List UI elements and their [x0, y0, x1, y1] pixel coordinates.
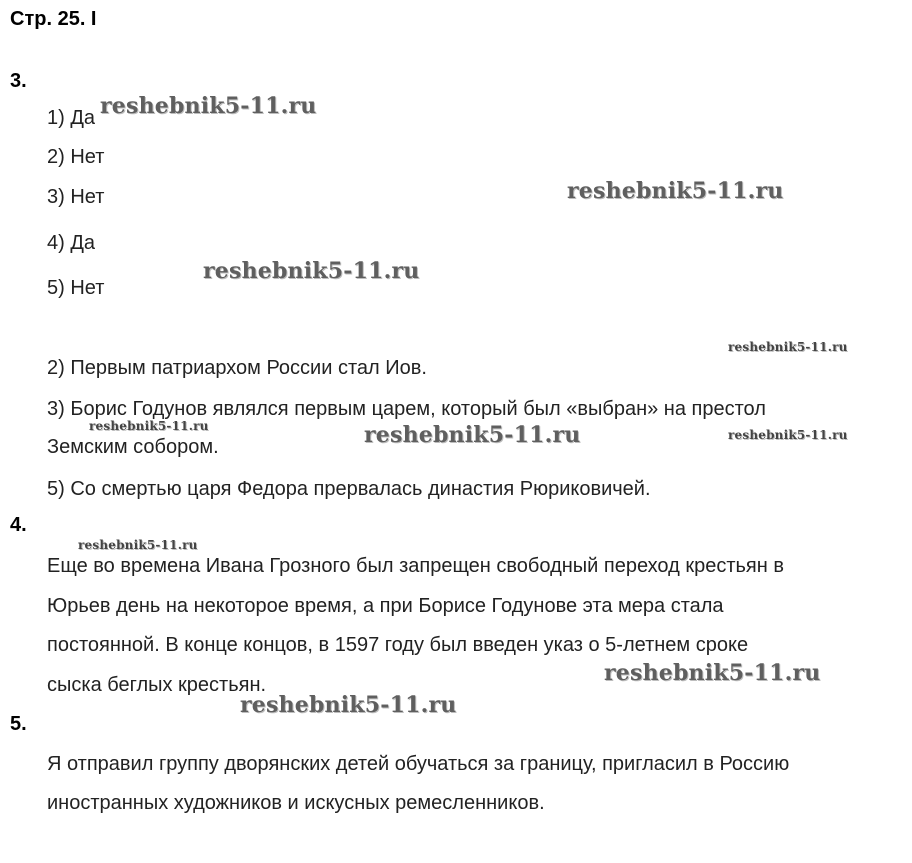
answer-4: 4) Да	[47, 232, 96, 254]
page-title: Стр. 25. I	[10, 8, 97, 30]
section-5-number: 5.	[10, 713, 27, 735]
section-4-line-4: сыска беглых крестьян.	[47, 674, 267, 696]
watermark: reshebnik5-11.ru	[89, 419, 209, 433]
answer-5: 5) Нет	[47, 277, 105, 299]
section-5-line-1: Я отправил группу дворянских детей обучаться за границу, пригласил в Россию	[47, 753, 790, 775]
watermark: reshebnik5-11.ru	[728, 428, 848, 442]
correction-3-continued: Земским собором.	[47, 436, 219, 458]
answer-2: 2) Нет	[47, 146, 105, 168]
correction-5: 5) Со смертью царя Федора прервалась династия Рюриковичей.	[47, 478, 651, 500]
section-4-line-3: постоянной. В конце концов, в 1597 году был введен указ о 5-летнем сроке	[47, 634, 749, 656]
watermark: reshebnik5-11.ru	[100, 93, 317, 119]
watermark: reshebnik5-11.ru	[364, 422, 581, 448]
correction-3: 3) Борис Годунов являлся первым царем, который был «выбран» на престол	[47, 398, 766, 420]
correction-2: 2) Первым патриархом России стал Иов.	[47, 357, 427, 379]
section-4-line-2: Юрьев день на некоторое время, а при Борисе Годунове эта мера стала	[47, 595, 724, 617]
answer-1: 1) Да	[47, 107, 96, 129]
section-4-line-1: Еще во времена Ивана Грозного был запрещен свободный переход крестьян в	[47, 555, 784, 577]
section-3-number: 3.	[10, 70, 27, 92]
answer-3: 3) Нет	[47, 186, 105, 208]
watermark: reshebnik5-11.ru	[240, 692, 457, 718]
watermark: reshebnik5-11.ru	[567, 178, 784, 204]
watermark: reshebnik5-11.ru	[604, 660, 821, 686]
watermark: reshebnik5-11.ru	[78, 538, 198, 552]
section-4-number: 4.	[10, 514, 27, 536]
section-5-line-2: иностранных художников и искусных ремесленников.	[47, 792, 545, 814]
watermark: reshebnik5-11.ru	[203, 258, 420, 284]
watermark: reshebnik5-11.ru	[728, 340, 848, 354]
